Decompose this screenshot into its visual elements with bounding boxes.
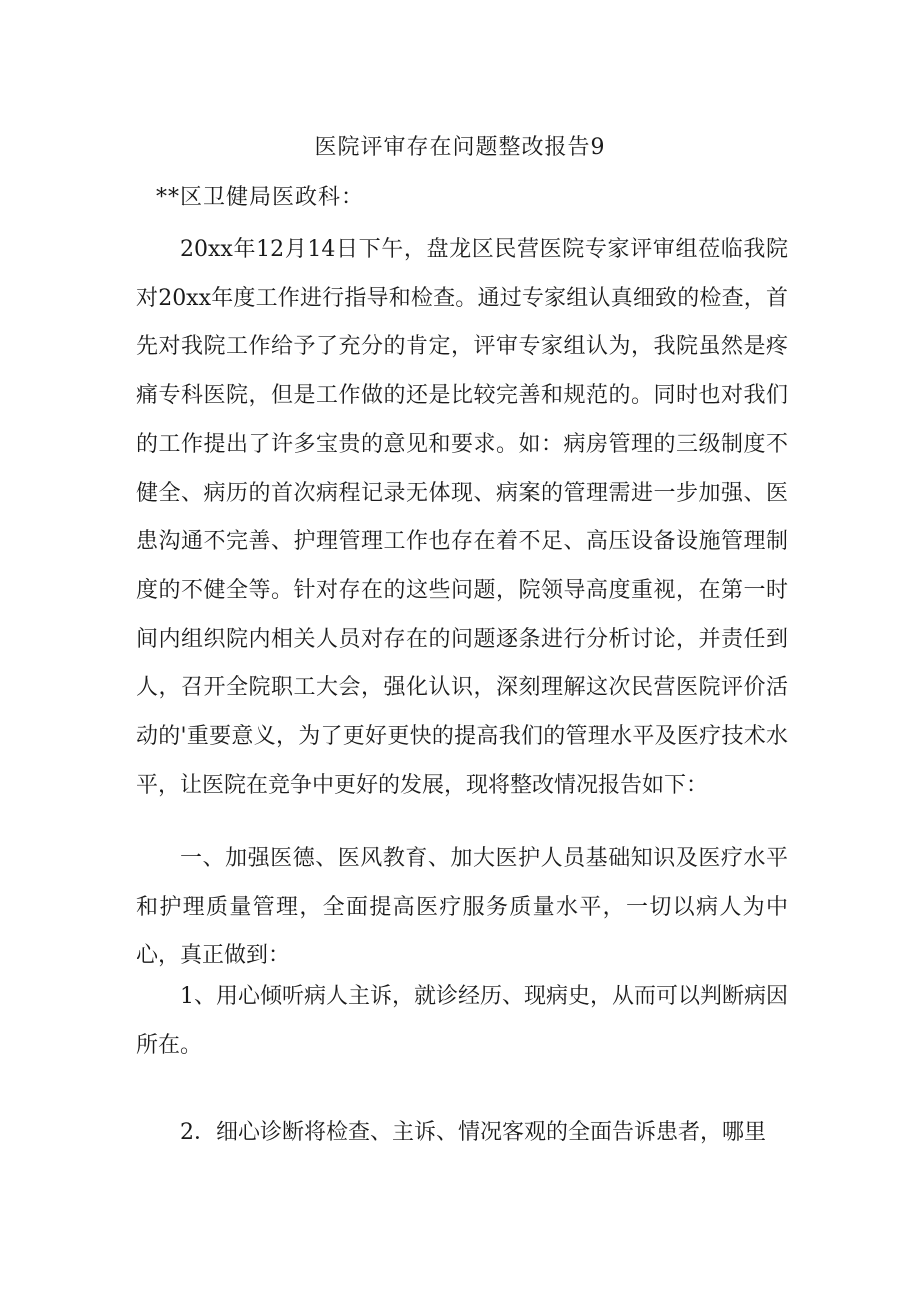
salutation: **区卫健局医政科：: [156, 185, 365, 210]
paragraph-item-one: 1、用心倾听病人主诉，就诊经历、现病史，从而可以判断病因所在。: [136, 984, 788, 1058]
paragraph-item-two: 2．细心诊断将检查、主诉、情况客观的全面告诉患者，哪里: [180, 1120, 766, 1145]
document-title: 医院评审存在问题整改报告9: [314, 135, 606, 160]
paragraph-intro: 20xx年12月14日下午，盘龙区民营医院专家评审组莅临我院对20xx年度工作进行指导和检查。通过专家组认真细致的检查，首先对我院工作给予了充分的肯定，评审专家组认为，我院虽然是疼痛专科医院，但是工作做的还是比较完善和规范的。同时也对我们的工作提出了许多宝贵的意见和要求。如：病房管理的三级制度不健全、病历的首次病程记录无体现、病案的管理需进一步加强、医患沟通不完善、护理管理工作也存在着不足、高压设备设施管理制度的不健全等。针对存在的这些问题，院领导高度重视，在第一时间内组织院内相关人员对存在的问题逐条进行分析讨论，并责任到人，召开全院职工大会，强化认识，深刻理解这次民营医院评价活动的'重要意义，为了更好更快的提高我们的管理水平及医疗技术水平，让医院在竞争中更好的发展，现将整改情况报告如下：: [136, 237, 788, 798]
paragraph-section-one: 一、加强医德、医风教育、加大医护人员基础知识及医疗水平和护理质量管理，全面提高医疗服务质量水平，一切以病人为中心，真正做到：: [136, 846, 788, 969]
